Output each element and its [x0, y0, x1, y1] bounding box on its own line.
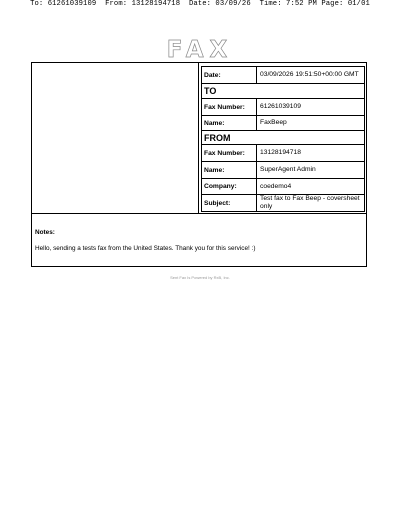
subject-row — [202, 195, 364, 211]
to-name-label: Name: — [204, 116, 257, 130]
from-section-heading: FROM — [202, 131, 364, 145]
date-row — [202, 67, 364, 84]
fax-details-table — [201, 66, 365, 212]
from-fax-number-row — [202, 145, 364, 162]
date-label: Date: — [204, 67, 257, 83]
company-row — [202, 179, 364, 195]
to-fax-number-label: Fax Number: — [204, 99, 257, 115]
fax-logo: FAX — [166, 37, 234, 63]
coversheet-frame — [31, 62, 367, 267]
from-name-value: SuperAgent Admin — [260, 166, 316, 173]
from-fax-number-value: 13128194718 — [260, 149, 301, 156]
to-name-row — [202, 116, 364, 131]
fax-transmission-header: To: 61261039109 From: 13128194718 Date: 03/09/26 Time: 7:52 PM Page: 01/01 — [30, 0, 370, 8]
to-fax-number-value: 61261039109 — [260, 103, 301, 110]
to-fax-number-row — [202, 99, 364, 116]
from-fax-number-label: Fax Number: — [204, 145, 257, 161]
subject-label: Subject: — [204, 195, 257, 211]
company-value: coedemo4 — [260, 182, 292, 190]
to-name-value: FaxBeep — [260, 119, 287, 126]
notes-section — [32, 213, 366, 266]
from-name-label: Name: — [204, 162, 257, 178]
to-section-heading: TO — [202, 84, 364, 99]
from-name-row — [202, 162, 364, 179]
powered-by-footer: Sent Fax Is Powered by RxB, Inc. — [170, 275, 230, 280]
subject-value: Test fax to Fax Beep - coversheet only — [260, 195, 360, 210]
notes-label: Notes: — [35, 229, 55, 236]
company-label: Company: — [204, 179, 257, 194]
notes-text: Hello, sending a tests fax from the United States. Thank you for this service! :) — [35, 245, 256, 252]
date-value: 03/09/2026 19:51:50+00:00 GMT — [260, 71, 359, 78]
blank-left-panel — [32, 63, 199, 213]
